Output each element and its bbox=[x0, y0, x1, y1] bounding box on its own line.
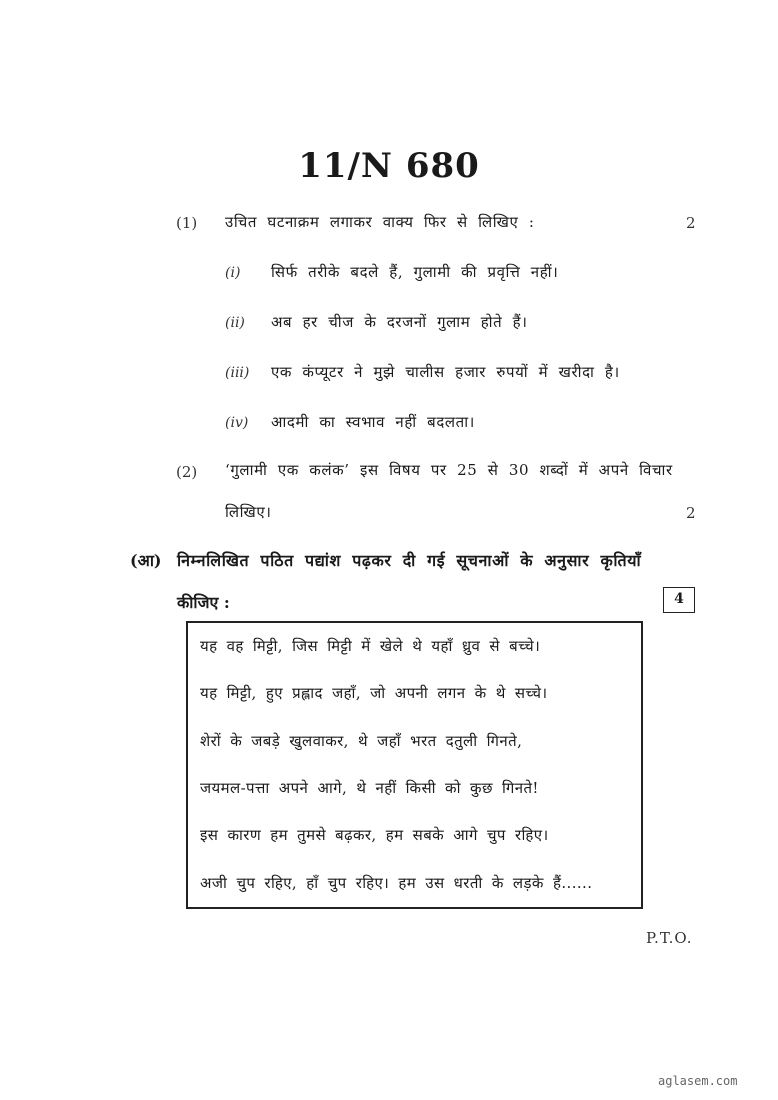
section-label: (आ) bbox=[130, 551, 162, 570]
q1-item-text: आदमी का स्वभाव नहीं बदलता। bbox=[271, 413, 475, 431]
q2-line1: ‘गुलामी एक कलंक’ इस विषय पर 25 से 30 शब्दों में अपने विचार bbox=[225, 461, 673, 479]
poem-line: यह मिट्टी, हुए प्रह्लाद जहाँ, जो अपनी लगन के थे सच्चे। bbox=[200, 684, 548, 702]
q1-item-roman: (ii) bbox=[225, 315, 245, 331]
section-instruction-line2: कीजिए : bbox=[177, 593, 230, 612]
q1-marks: 2 bbox=[686, 214, 696, 232]
poem-line: यह वह मिट्टी, जिस मिट्टी में खेले थे यहाँ ध्रुव से बच्चे। bbox=[200, 637, 541, 655]
section-marks-box: 4 bbox=[663, 587, 695, 613]
poem-box bbox=[186, 621, 643, 909]
q2-line2: लिखिए। bbox=[225, 503, 272, 521]
poem-line: इस कारण हम तुमसे बढ़कर, हम सबके आगे चुप रहिए। bbox=[200, 826, 549, 844]
paper-code: 11/N 680 bbox=[298, 146, 480, 186]
q1-item-text: एक कंप्यूटर ने मुझे चालीस हजार रुपयों में खरीदा है। bbox=[271, 363, 620, 381]
q1-number: (1) bbox=[176, 214, 198, 232]
q1-item-text: अब हर चीज के दरजनों गुलाम होते हैं। bbox=[271, 313, 528, 331]
pto-label: P.T.O. bbox=[646, 929, 693, 947]
q1-item-roman: (i) bbox=[225, 265, 241, 281]
poem-line: जयमल-पत्ता अपने आगे, थे नहीं किसी को कुछ गिनते! bbox=[200, 779, 539, 797]
q2-marks: 2 bbox=[686, 504, 696, 522]
q1-item-text: सिर्फ तरीके बदले हैं, गुलामी की प्रवृत्ति नहीं। bbox=[271, 263, 559, 281]
section-instruction-line1: निम्नलिखित पठित पद्यांश पढ़कर दी गई सूचनाओं के अनुसार कृतियाँ bbox=[177, 551, 642, 570]
poem-line: शेरों के जबड़े खुलवाकर, थे जहाँ भरत दतुली गिनते, bbox=[200, 732, 523, 750]
q1-instruction: उचित घटनाक्रम लगाकर वाक्य फिर से लिखिए : bbox=[225, 213, 535, 231]
q1-item-roman: (iv) bbox=[225, 415, 249, 431]
poem-line: अजी चुप रहिए, हाँ चुप रहिए। हम उस धरती के लड़के हैं...... bbox=[200, 874, 593, 892]
q1-item-roman: (iii) bbox=[225, 365, 250, 381]
watermark: aglasem.com bbox=[658, 1074, 738, 1088]
q2-number: (2) bbox=[176, 463, 198, 481]
